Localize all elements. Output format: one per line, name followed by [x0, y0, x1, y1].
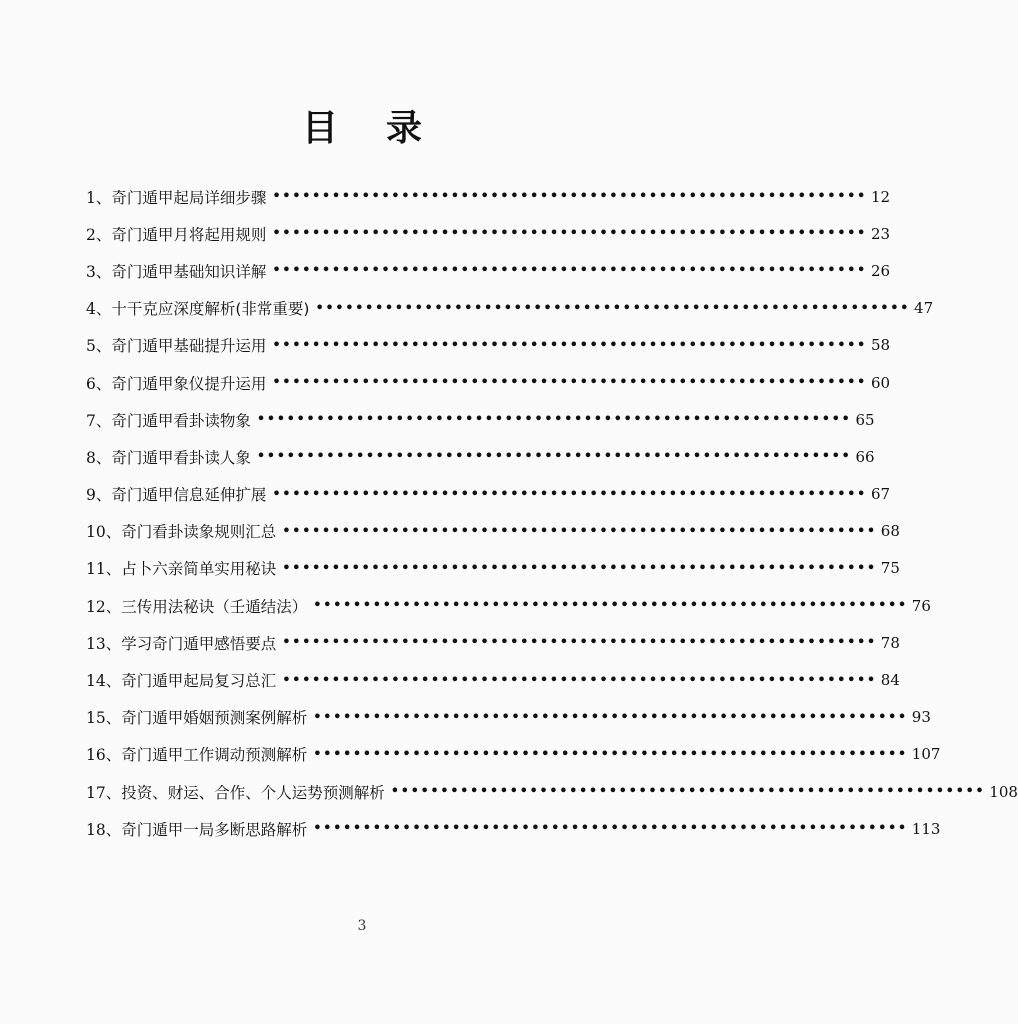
dot-leader: ••••••••••••••••••••••••••••••••••••••••••••••••••••••••••••	[390, 784, 986, 800]
dot-leader: ••••••••••••••••••••••••••••••••••••••••••••••••••••••••••••	[315, 300, 911, 316]
toc-entry[interactable]	[86, 587, 931, 624]
dot-leader: ••••••••••••••••••••••••••••••••••••••••••••••••••••••••••••	[282, 523, 877, 539]
toc-entry-number: 9、	[86, 486, 112, 505]
toc-entry-title: 投资、财运、合作、个人运势预测解析	[121, 783, 385, 802]
toc-entry-page: 12	[870, 187, 891, 206]
toc-entry-page: 107	[911, 745, 941, 764]
toc-entry-number: 14、	[86, 672, 122, 691]
toc-entry-number: 8、	[86, 448, 112, 467]
toc-entry-page: 76	[911, 596, 931, 615]
toc-entry[interactable]	[86, 252, 891, 289]
toc-entry-title: 奇门遁甲基础提升运用	[111, 337, 267, 356]
toc-entry-number: 17、	[86, 783, 122, 802]
toc-entry[interactable]	[86, 513, 900, 550]
toc-entry-number: 2、	[86, 225, 112, 244]
page-title: 目录	[301, 108, 470, 149]
toc-entry[interactable]	[86, 624, 900, 661]
toc-entry-title: 奇门遁甲看卦读人象	[111, 448, 251, 467]
dot-leader: ••••••••••••••••••••••••••••••••••••••••••••••••••••••••••••	[272, 337, 867, 353]
toc-entry[interactable]	[86, 364, 891, 401]
toc-entry[interactable]	[86, 661, 900, 698]
toc-entry-page: 108	[989, 782, 1018, 801]
toc-entry-title: 占卜六亲简单实用秘诀	[121, 560, 277, 579]
toc-entry-title: 奇门遁甲起局复习总汇	[121, 672, 277, 691]
toc-entry-number: 7、	[86, 411, 112, 430]
dot-leader: ••••••••••••••••••••••••••••••••••••••••••••••••••••••••••••	[272, 189, 867, 205]
toc-entry[interactable]	[86, 290, 934, 327]
toc-entry-title: 奇门遁甲基础知识详解	[111, 262, 267, 281]
toc-entry-number: 18、	[86, 820, 122, 839]
dot-leader: ••••••••••••••••••••••••••••••••••••••••••••••••••••••••••••	[256, 412, 852, 428]
toc-entry-page: 68	[880, 522, 900, 541]
toc-entry-page: 93	[911, 708, 931, 727]
toc-entry[interactable]	[86, 736, 941, 773]
dot-leader: ••••••••••••••••••••••••••••••••••••••••••••••••••••••••••••	[282, 635, 877, 651]
toc-entry-title: 奇门遁甲工作调动预测解析	[121, 746, 308, 765]
toc-entry[interactable]	[86, 476, 891, 513]
dot-leader: ••••••••••••••••••••••••••••••••••••••••••••••••••••••••••••	[282, 560, 877, 576]
toc-entry-number: 15、	[86, 709, 122, 728]
dot-leader: ••••••••••••••••••••••••••••••••••••••••••••••••••••••••••••	[272, 226, 867, 242]
toc-entry-page: 26	[870, 261, 891, 280]
toc-entry[interactable]	[86, 773, 1018, 810]
toc-entry-title: 奇门遁甲婚姻预测案例解析	[121, 709, 308, 728]
toc-entry-title: 学习奇门遁甲感悟要点	[121, 634, 277, 653]
toc-entry-page: 113	[911, 819, 941, 838]
toc-entry-title: 奇门遁甲看卦读物象	[111, 411, 251, 430]
toc-entry-title: 奇门遁甲信息延伸扩展	[111, 486, 267, 505]
toc-entry-number: 4、	[86, 300, 112, 319]
toc-entry-number: 3、	[86, 262, 112, 281]
toc-entry-page: 23	[870, 224, 891, 243]
toc-entry-page: 66	[855, 447, 875, 466]
toc-entry-title: 奇门遁甲起局详细步骤	[111, 188, 267, 207]
toc-entry-page: 58	[870, 336, 891, 355]
dot-leader: ••••••••••••••••••••••••••••••••••••••••••••••••••••••••••••	[256, 449, 852, 465]
toc-entry-title: 十干克应深度解析(非常重要)	[111, 300, 310, 319]
toc-entry-title: 奇门遁甲一局多断思路解析	[121, 820, 308, 839]
toc-entry[interactable]	[86, 550, 900, 587]
toc-entry-page: 78	[880, 633, 900, 652]
toc-entry-page: 84	[880, 671, 900, 690]
toc-entry-page: 47	[914, 299, 934, 318]
toc-entry[interactable]	[86, 699, 931, 736]
dot-leader: ••••••••••••••••••••••••••••••••••••••••••••••••••••••••••••	[313, 598, 908, 614]
toc-entry[interactable]	[86, 178, 891, 215]
dot-leader: ••••••••••••••••••••••••••••••••••••••••••••••••••••••••••••	[272, 263, 867, 279]
toc-entry-number: 10、	[86, 523, 122, 542]
dot-leader: ••••••••••••••••••••••••••••••••••••••••••••••••••••••••••••	[313, 709, 908, 725]
toc-entry-number: 11、	[86, 560, 122, 579]
toc-entry[interactable]	[86, 215, 891, 252]
toc-entry-title: 三传用法秘诀（壬遁结法）	[121, 597, 308, 616]
toc-entry-number: 1、	[86, 188, 112, 207]
toc-entry-page: 65	[855, 410, 875, 429]
page-number: 3	[357, 918, 367, 934]
toc-entry-number: 5、	[86, 337, 112, 356]
toc-entry-page: 75	[880, 559, 900, 578]
toc-entry-title: 奇门看卦读象规则汇总	[121, 523, 277, 542]
dot-leader: ••••••••••••••••••••••••••••••••••••••••••••••••••••••••••••	[313, 821, 908, 837]
table-of-contents	[86, 178, 1018, 847]
toc-entry-page: 60	[870, 373, 891, 392]
toc-entry[interactable]	[86, 327, 891, 364]
toc-entry[interactable]	[86, 810, 941, 847]
toc-entry-title: 奇门遁甲月将起用规则	[111, 225, 267, 244]
toc-entry-number: 12、	[86, 597, 122, 616]
toc-entry-page: 67	[870, 485, 891, 504]
dot-leader: ••••••••••••••••••••••••••••••••••••••••••••••••••••••••••••	[282, 672, 877, 688]
toc-entry[interactable]	[86, 401, 875, 438]
toc-entry-number: 16、	[86, 746, 122, 765]
toc-entry[interactable]	[86, 438, 875, 475]
dot-leader: ••••••••••••••••••••••••••••••••••••••••••••••••••••••••••••	[313, 746, 908, 762]
dot-leader: ••••••••••••••••••••••••••••••••••••••••••••••••••••••••••••	[272, 375, 867, 391]
toc-entry-number: 6、	[86, 374, 112, 393]
dot-leader: ••••••••••••••••••••••••••••••••••••••••••••••••••••••••••••	[272, 486, 867, 502]
toc-entry-title: 奇门遁甲象仪提升运用	[111, 374, 267, 393]
toc-entry-number: 13、	[86, 634, 122, 653]
